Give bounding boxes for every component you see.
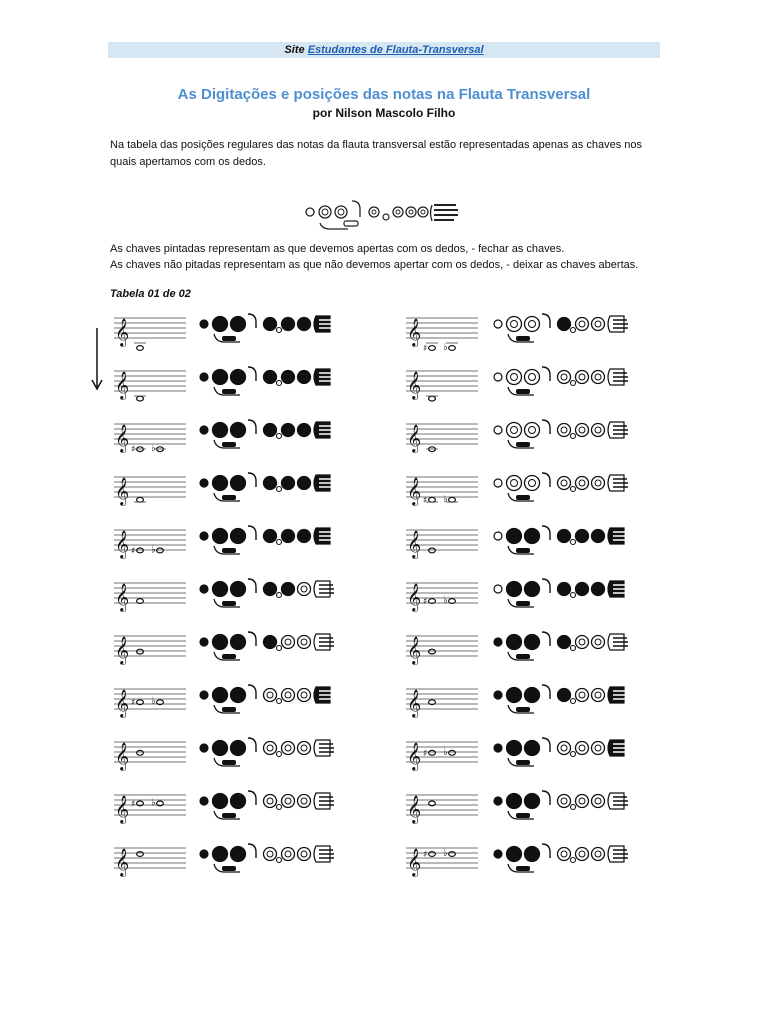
flat-sign: ♭ [443, 746, 448, 758]
fingering-diagram [492, 469, 632, 509]
key-1 [507, 847, 522, 862]
key-3 [558, 742, 571, 755]
music-staff [112, 524, 192, 564]
key-5 [298, 318, 311, 331]
key-5 [592, 371, 605, 384]
key-3 [264, 795, 277, 808]
music-staff [404, 630, 484, 670]
sharp-sign: ♯ [131, 445, 136, 456]
treble-clef-icon: 𝄞 [115, 318, 130, 346]
sharp-sign: ♯ [423, 850, 428, 860]
treble-clef-icon: 𝄞 [407, 424, 422, 452]
key-4 [282, 371, 295, 384]
key-5 [298, 742, 311, 755]
down-arrow-icon [90, 328, 104, 392]
key-2 [525, 476, 540, 491]
fingering-diagram [492, 734, 632, 774]
key-2 [231, 370, 246, 385]
thumb-key [200, 797, 208, 805]
fingering-row [112, 575, 362, 621]
key-2 [525, 847, 540, 862]
key-5 [298, 795, 311, 808]
fingering-row [404, 469, 654, 515]
music-staff [112, 471, 192, 511]
key-2 [231, 741, 246, 756]
fingering-diagram [492, 363, 632, 403]
intro-paragraph: Na tabela das posições regulares das notas da flauta transversal estão representadas apenas as chaves nos quais apertamos com os dedos. [110, 139, 642, 168]
fingering-diagram [198, 310, 338, 350]
key-2 [231, 688, 246, 703]
key-1 [213, 423, 228, 438]
thumb-key [200, 426, 208, 434]
key-5 [592, 795, 605, 808]
key-1 [213, 370, 228, 385]
key-4 [282, 530, 295, 543]
key-4 [282, 583, 295, 596]
key-1 [507, 582, 522, 597]
sharp-sign: ♯ [423, 597, 428, 607]
key-3 [558, 848, 571, 861]
key-2 [525, 529, 540, 544]
thumb-key [200, 479, 208, 487]
note-head [429, 852, 436, 857]
key-2 [525, 688, 540, 703]
flat-sign: ♭ [151, 544, 156, 556]
fingering-diagram [198, 416, 338, 456]
key-4 [576, 318, 589, 331]
thumb-key [494, 479, 502, 487]
thumb-key [200, 532, 208, 540]
key-5 [592, 530, 605, 543]
treble-clef-icon: 𝄞 [407, 583, 422, 611]
treble-clef-icon: 𝄞 [407, 318, 422, 346]
flat-sign: ♭ [151, 696, 156, 708]
key-3 [264, 848, 277, 861]
fingering-diagram [492, 416, 632, 456]
thumb-key [494, 638, 502, 646]
thumb-key [200, 320, 208, 328]
key-2 [231, 582, 246, 597]
key-5 [298, 530, 311, 543]
key-2 [525, 794, 540, 809]
key-5 [298, 371, 311, 384]
key-5 [298, 583, 311, 596]
key-5 [592, 636, 605, 649]
thumb-key [494, 426, 502, 434]
note-head [449, 750, 456, 755]
fingering-diagram [198, 840, 338, 880]
flat-sign: ♭ [151, 797, 156, 809]
music-staff [404, 683, 484, 723]
key-2 [525, 741, 540, 756]
legend-open-text: As chaves não pitadas representam as que não devemos apertar com os dedos, - deixar as chaves abertas. [110, 259, 639, 271]
fingering-diagram [492, 310, 632, 350]
key-3 [558, 636, 571, 649]
fingering-diagram [492, 681, 632, 721]
thumb-key [494, 797, 502, 805]
author-line: por Nilson Mascolo Filho [312, 106, 456, 120]
key-2 [231, 423, 246, 438]
treble-clef-icon: 𝄞 [407, 477, 422, 505]
key-5 [592, 424, 605, 437]
fingering-row [112, 469, 362, 515]
key-1 [213, 688, 228, 703]
music-staff [112, 312, 192, 352]
key-5 [592, 318, 605, 331]
key-3 [558, 530, 571, 543]
fingering-row [404, 787, 654, 833]
key-3 [264, 371, 277, 384]
treble-clef-icon: 𝄞 [407, 689, 422, 717]
key-1 [507, 423, 522, 438]
flat-sign: ♭ [443, 595, 448, 606]
note-head [137, 649, 144, 654]
treble-clef-icon: 𝄞 [407, 742, 422, 770]
key-3 [264, 689, 277, 702]
note-head [137, 548, 144, 553]
site-banner [108, 42, 660, 58]
key-1 [213, 582, 228, 597]
note-head [429, 497, 436, 502]
key-3 [558, 795, 571, 808]
key-4 [576, 424, 589, 437]
note-head [429, 649, 436, 654]
key-5 [592, 583, 605, 596]
note-head [137, 750, 144, 755]
key-1 [213, 635, 228, 650]
fingering-diagram [492, 575, 632, 615]
key-3 [558, 583, 571, 596]
music-staff [112, 842, 192, 882]
music-staff [404, 524, 484, 564]
key-1 [507, 370, 522, 385]
key-4 [282, 795, 295, 808]
treble-clef-icon: 𝄞 [407, 371, 422, 399]
sharp-sign: ♯ [423, 344, 428, 352]
thumb-key [200, 691, 208, 699]
key-2 [525, 423, 540, 438]
key-5 [592, 477, 605, 490]
key-1 [507, 741, 522, 756]
music-staff [112, 577, 192, 617]
key-4 [282, 848, 295, 861]
fingering-diagram [198, 363, 338, 403]
treble-clef-icon: 𝄞 [115, 424, 130, 452]
fingering-diagram [198, 787, 338, 827]
key-4 [576, 689, 589, 702]
thumb-key [200, 850, 208, 858]
treble-clef-icon: 𝄞 [407, 795, 422, 823]
key-3 [558, 424, 571, 437]
key-4 [282, 689, 295, 702]
key-5 [592, 848, 605, 861]
fingering-row [404, 416, 654, 462]
key-5 [298, 477, 311, 490]
thumb-key [200, 638, 208, 646]
note-head [137, 497, 144, 502]
site-prefix: Site [284, 44, 305, 56]
key-3 [558, 689, 571, 702]
thumb-key [494, 850, 502, 858]
key-1 [507, 529, 522, 544]
key-4 [282, 477, 295, 490]
key-2 [231, 476, 246, 491]
treble-clef-icon: 𝄞 [115, 636, 130, 664]
thumb-key [200, 744, 208, 752]
treble-clef-icon: 𝄞 [115, 689, 130, 717]
treble-clef-icon: 𝄞 [115, 583, 130, 611]
flat-sign: ♭ [443, 493, 448, 505]
fingering-diagram [198, 522, 338, 562]
fingering-row [404, 575, 654, 621]
fingering-row [112, 310, 362, 356]
fingering-row [112, 628, 362, 674]
sharp-sign: ♯ [423, 748, 428, 759]
key-5 [298, 424, 311, 437]
key-1 [507, 794, 522, 809]
music-staff [112, 789, 192, 829]
key-5 [298, 848, 311, 861]
key-2 [231, 317, 246, 332]
key-2 [525, 635, 540, 650]
treble-clef-icon: 𝄞 [115, 477, 130, 505]
fingering-diagram [492, 628, 632, 668]
key-2 [231, 847, 246, 862]
key-1 [213, 741, 228, 756]
key-2 [231, 529, 246, 544]
note-head [137, 346, 144, 351]
fingering-row [404, 522, 654, 568]
key-1 [213, 794, 228, 809]
key-5 [592, 689, 605, 702]
music-staff [404, 418, 484, 458]
fingering-row [112, 734, 362, 780]
note-head [429, 750, 436, 755]
key-1 [507, 635, 522, 650]
music-staff [404, 365, 484, 405]
fingering-diagram [198, 575, 338, 615]
key-2 [525, 370, 540, 385]
key-1 [213, 529, 228, 544]
key-5 [298, 689, 311, 702]
fingering-diagram [198, 734, 338, 774]
music-staff [112, 736, 192, 776]
music-staff [404, 471, 484, 511]
key-4 [576, 477, 589, 490]
fingering-diagram [198, 469, 338, 509]
key-1 [213, 476, 228, 491]
fingering-row [404, 310, 654, 356]
key-2 [525, 582, 540, 597]
music-staff [112, 683, 192, 723]
flat-sign: ♭ [443, 342, 448, 352]
key-4 [576, 636, 589, 649]
key-4 [576, 742, 589, 755]
legend-closed-text: As chaves pintadas representam as que devemos apertas com os dedos, - fechar as chaves. [110, 243, 565, 255]
note-head [429, 548, 436, 553]
sharp-sign: ♯ [131, 698, 136, 709]
key-3 [558, 318, 571, 331]
key-4 [576, 530, 589, 543]
thumb-key [494, 744, 502, 752]
fingering-row [404, 628, 654, 674]
thumb-key [494, 373, 502, 381]
treble-clef-icon: 𝄞 [407, 636, 422, 664]
fingering-diagram [198, 628, 338, 668]
music-staff [404, 736, 484, 776]
treble-clef-icon: 𝄞 [407, 530, 422, 558]
fingering-row [404, 363, 654, 409]
key-4 [282, 636, 295, 649]
key-5 [298, 636, 311, 649]
note-head [137, 852, 144, 857]
fingering-row [112, 363, 362, 409]
music-staff [404, 842, 484, 882]
treble-clef-icon: 𝄞 [115, 371, 130, 399]
note-head [449, 852, 456, 857]
thumb-key [200, 373, 208, 381]
fingering-row [404, 681, 654, 727]
fingering-diagram [198, 681, 338, 721]
sharp-sign: ♯ [131, 799, 136, 810]
fingering-row [112, 681, 362, 727]
key-3 [264, 424, 277, 437]
note-head [449, 346, 456, 351]
music-staff [404, 789, 484, 829]
site-link[interactable]: Estudantes de Flauta-Transversal [307, 44, 484, 56]
treble-clef-icon: 𝄞 [115, 848, 130, 876]
key-3 [558, 371, 571, 384]
music-staff [112, 365, 192, 405]
thumb-key [494, 691, 502, 699]
key-3 [264, 742, 277, 755]
music-staff [112, 630, 192, 670]
key-3 [264, 477, 277, 490]
fingering-diagram [492, 787, 632, 827]
key-4 [282, 742, 295, 755]
note-head [157, 548, 164, 553]
flat-sign: ♭ [443, 848, 448, 859]
key-3 [264, 530, 277, 543]
key-2 [231, 635, 246, 650]
fingering-diagram [492, 522, 632, 562]
note-head [429, 396, 436, 401]
key-1 [507, 317, 522, 332]
thumb-key [494, 532, 502, 540]
key-4 [282, 424, 295, 437]
sharp-sign: ♯ [131, 546, 136, 557]
key-2 [231, 794, 246, 809]
key-4 [282, 318, 295, 331]
music-staff [404, 312, 484, 352]
key-4 [576, 795, 589, 808]
thumb-key [494, 585, 502, 593]
key-5 [592, 742, 605, 755]
flute-keys-diagram [300, 195, 470, 235]
key-3 [264, 583, 277, 596]
key-3 [264, 636, 277, 649]
key-4 [576, 848, 589, 861]
music-staff [112, 418, 192, 458]
fingering-row [112, 787, 362, 833]
treble-clef-icon: 𝄞 [115, 742, 130, 770]
key-3 [558, 477, 571, 490]
music-staff [404, 577, 484, 617]
note-head [429, 346, 436, 351]
flat-sign: ♭ [151, 443, 156, 455]
note-head [449, 497, 456, 502]
key-1 [507, 688, 522, 703]
fingering-row [112, 840, 362, 886]
page-title: As Digitações e posições das notas na Flauta Transversal [177, 86, 591, 103]
fingering-diagram [492, 840, 632, 880]
key-4 [576, 583, 589, 596]
fingering-row [404, 734, 654, 780]
treble-clef-icon: 𝄞 [115, 530, 130, 558]
fingering-row [112, 522, 362, 568]
fingering-row [112, 416, 362, 462]
thumb-key [200, 585, 208, 593]
sharp-sign: ♯ [423, 495, 428, 506]
treble-clef-icon: 𝄞 [115, 795, 130, 823]
table-label: Tabela 01 de 02 [110, 288, 191, 300]
key-4 [576, 371, 589, 384]
thumb-key [494, 320, 502, 328]
note-head [137, 396, 144, 401]
key-1 [213, 847, 228, 862]
key-3 [264, 318, 277, 331]
key-1 [213, 317, 228, 332]
treble-clef-icon: 𝄞 [407, 848, 422, 876]
fingering-row [404, 840, 654, 886]
key-2 [525, 317, 540, 332]
key-1 [507, 476, 522, 491]
